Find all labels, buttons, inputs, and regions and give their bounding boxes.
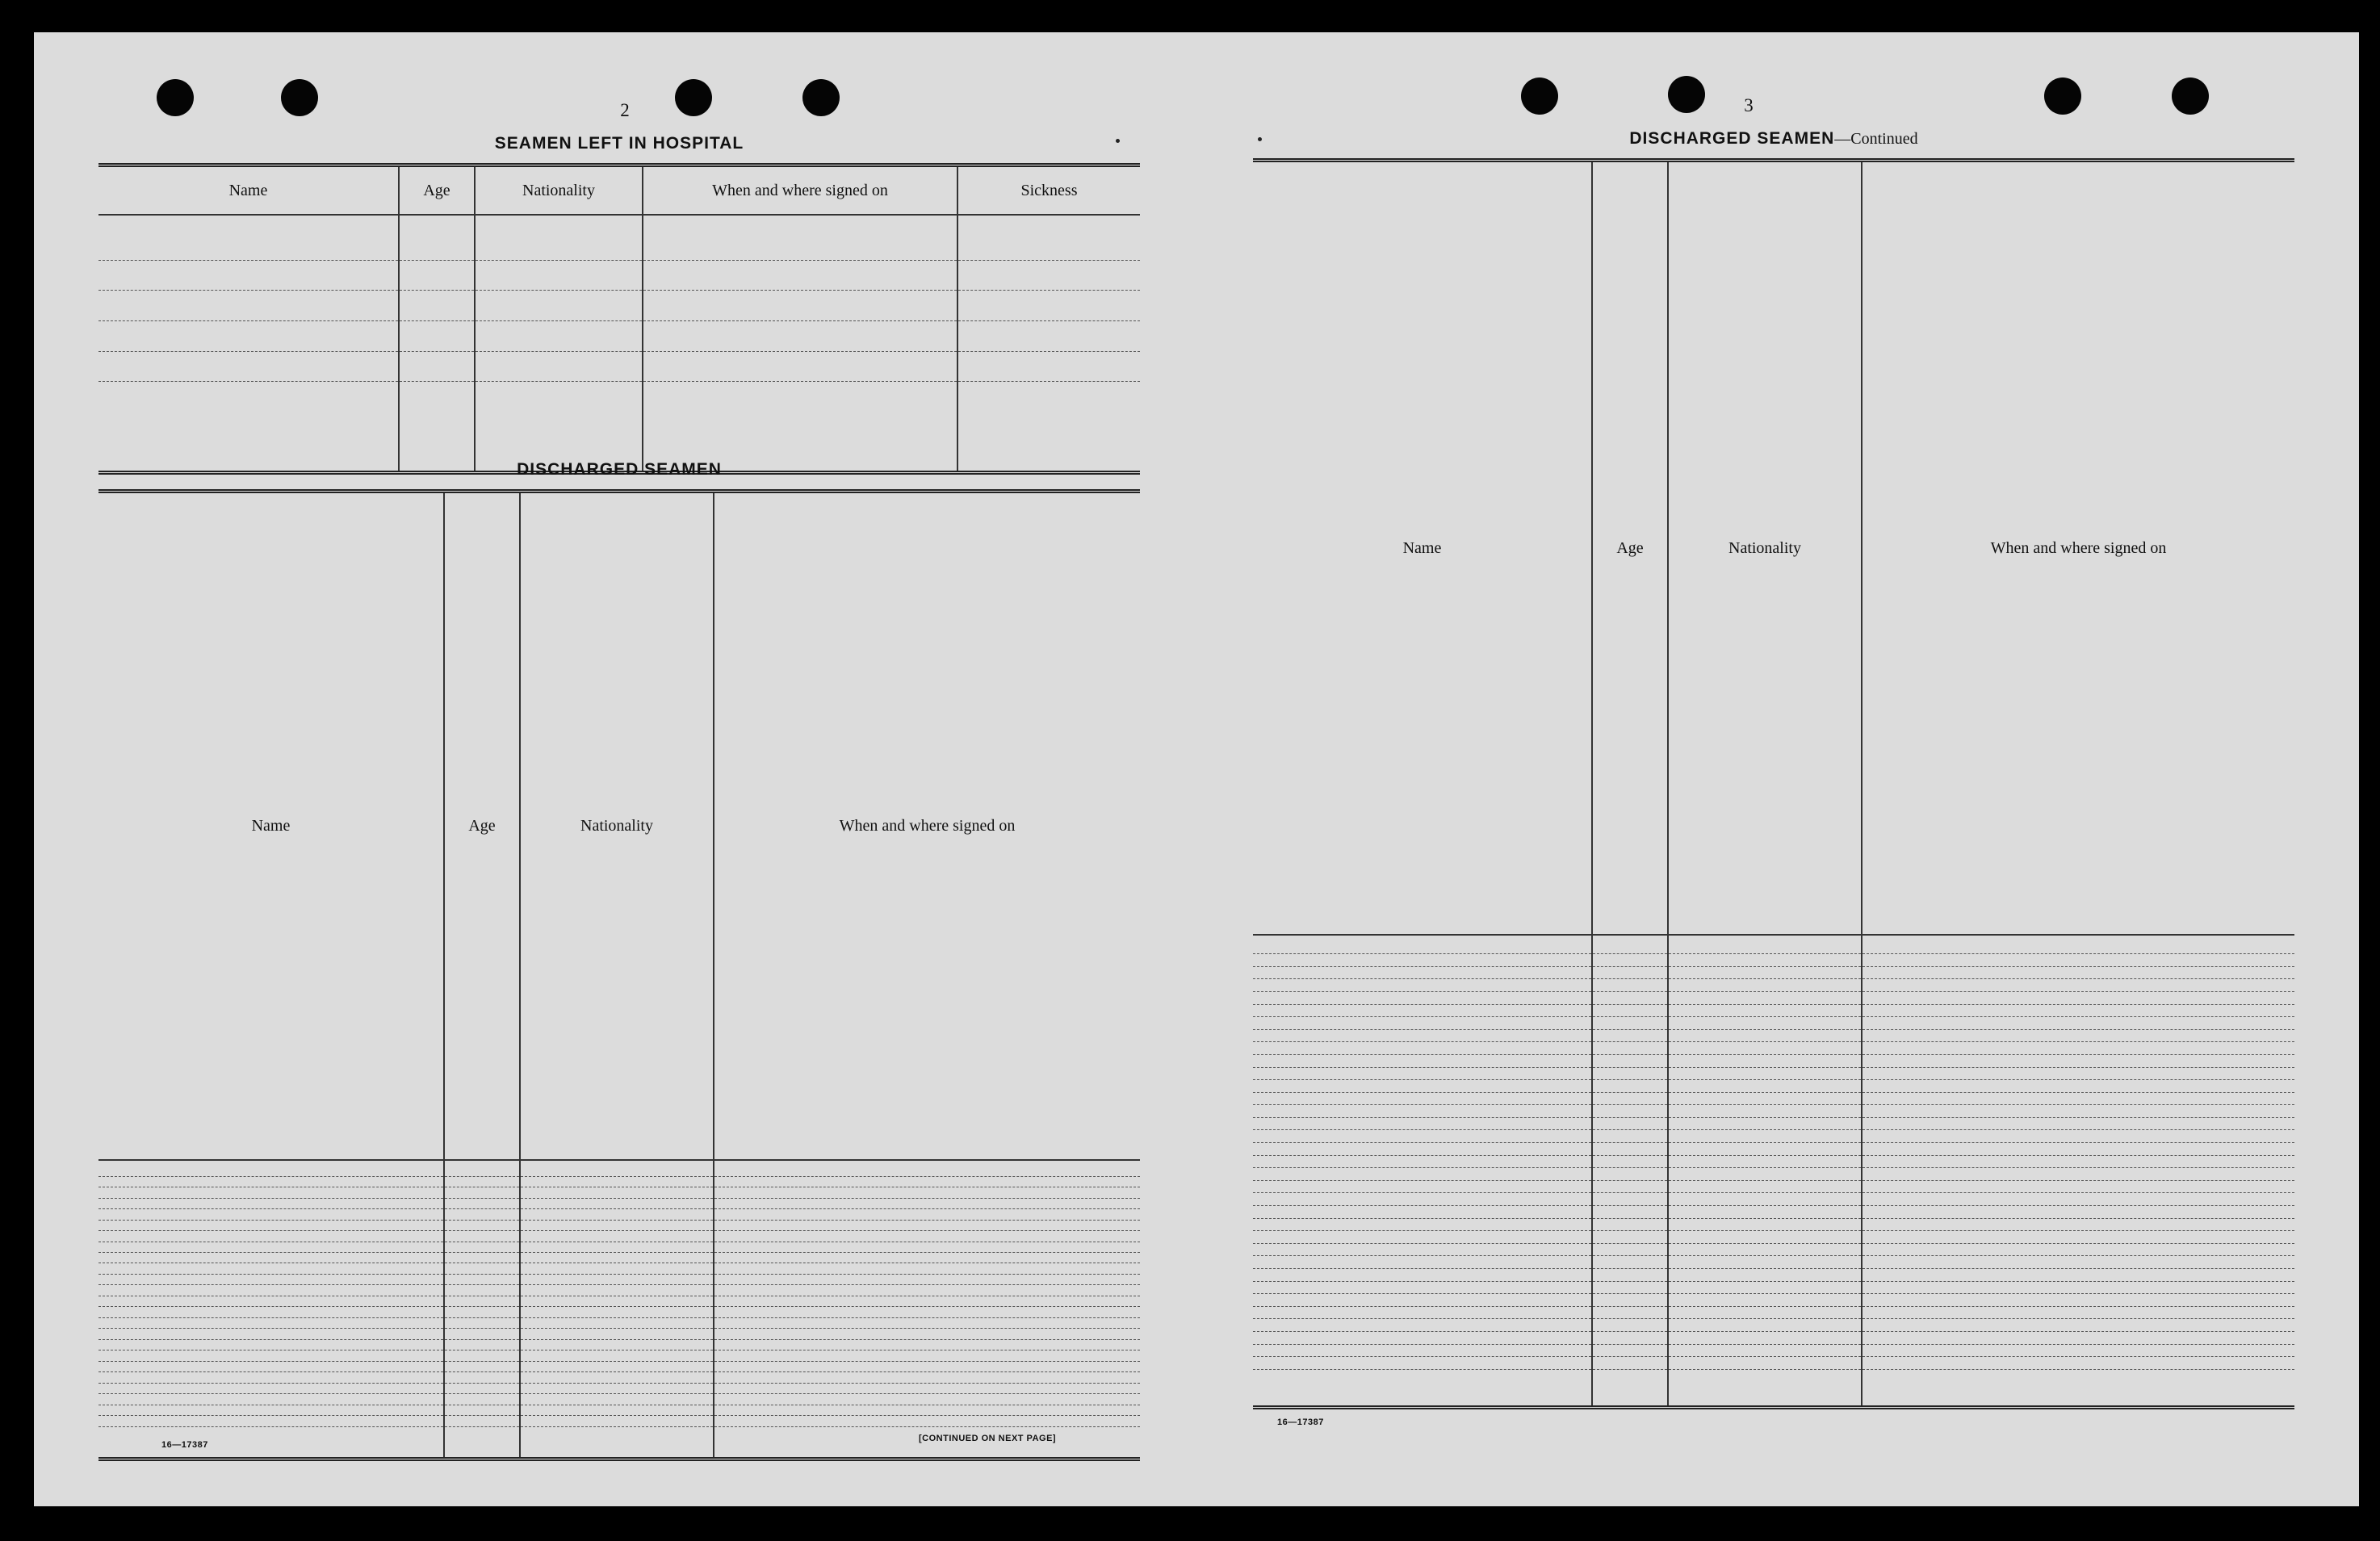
section-title-suffix: —Continued <box>1834 130 1918 148</box>
table-row <box>98 1329 1140 1339</box>
table-row <box>98 1209 1140 1220</box>
table-row <box>98 1198 1140 1208</box>
col-signed-on-header: When and where signed on <box>1862 161 2294 936</box>
col-signed-on-header: When and where signed on <box>643 165 957 216</box>
table-row <box>98 1263 1140 1274</box>
table-row <box>98 382 1140 473</box>
table-row <box>98 1242 1140 1252</box>
table-row <box>1253 979 2294 992</box>
table-row <box>1253 1256 2294 1269</box>
col-name-header: Name <box>98 165 399 216</box>
table-row <box>1253 1231 2294 1244</box>
table-row <box>98 291 1140 321</box>
table-row <box>98 260 1140 291</box>
table-row <box>1253 1105 2294 1118</box>
form-number: 16—17387 <box>1277 1417 1324 1427</box>
table-row <box>1253 954 2294 967</box>
col-sickness-header: Sickness <box>957 165 1140 216</box>
table-row <box>98 1405 1140 1415</box>
col-nationality-header: Nationality <box>520 492 714 1161</box>
table-row <box>1253 1218 2294 1231</box>
table-row <box>1253 1168 2294 1181</box>
table-row <box>98 1394 1140 1405</box>
table-row <box>98 1285 1140 1296</box>
continued-note: [CONTINUED ON NEXT PAGE] <box>919 1434 1057 1443</box>
table-row <box>1253 1054 2294 1067</box>
col-age-header: Age <box>444 492 520 1161</box>
page-number: 3 <box>1744 95 1754 115</box>
table-row <box>1253 1004 2294 1017</box>
table-row <box>1253 1143 2294 1156</box>
hospital-table <box>98 163 1140 475</box>
punch-hole-icon <box>675 79 712 116</box>
punch-hole-icon <box>1668 76 1705 113</box>
table-row <box>98 1361 1140 1371</box>
table-row <box>1253 1017 2294 1030</box>
table-row <box>1253 1042 2294 1055</box>
table-row <box>1253 1180 2294 1193</box>
table-row <box>1253 1206 2294 1219</box>
table-row <box>98 1296 1140 1306</box>
col-age-header: Age <box>399 165 475 216</box>
table-row <box>98 1416 1140 1426</box>
section-title-main: DISCHARGED SEAMEN <box>1629 129 1835 148</box>
table-row <box>1253 1029 2294 1042</box>
col-signed-on-header: When and where signed on <box>714 492 1140 1161</box>
punch-hole-icon <box>1521 77 1558 115</box>
table-row <box>1253 1092 2294 1105</box>
table-row <box>98 1220 1140 1230</box>
punch-hole-icon <box>157 79 194 116</box>
discharged-continued-title <box>1253 129 2294 149</box>
table-row <box>1253 1357 2294 1370</box>
table-row <box>1253 1306 2294 1319</box>
table-row <box>1253 991 2294 1004</box>
table-row <box>1253 1155 2294 1168</box>
table-row <box>1253 1117 2294 1130</box>
punch-hole-icon <box>802 79 840 116</box>
col-name-header: Name <box>98 492 444 1161</box>
table-row <box>1253 1080 2294 1093</box>
table-row <box>1253 1344 2294 1357</box>
table-row <box>98 1372 1140 1383</box>
table-row <box>98 1231 1140 1242</box>
punch-hole-icon <box>2044 77 2081 115</box>
table-row <box>98 1187 1140 1198</box>
col-age-header: Age <box>1592 161 1668 936</box>
table-row <box>98 1160 1140 1176</box>
punch-hole-icon <box>281 79 318 116</box>
form-number: 16—17387 <box>161 1440 208 1450</box>
table-row <box>1253 1281 2294 1294</box>
table-row <box>1253 1243 2294 1256</box>
table-row <box>98 1176 1140 1187</box>
punch-hole-icon <box>2172 77 2209 115</box>
table-row <box>98 1274 1140 1284</box>
table-row <box>1253 1193 2294 1206</box>
table-row <box>98 1350 1140 1361</box>
table-row <box>1253 1294 2294 1307</box>
table-row <box>98 321 1140 352</box>
discharged-continued-table <box>1253 158 2294 1409</box>
table-row <box>98 1253 1140 1263</box>
table-row <box>98 1317 1140 1328</box>
document-sheet <box>34 32 2359 1506</box>
table-row <box>1253 966 2294 979</box>
discharged-table <box>98 489 1140 1461</box>
page-number: 2 <box>620 100 630 120</box>
table-row <box>1253 1331 2294 1344</box>
table-row <box>1253 1067 2294 1080</box>
table-row <box>1253 935 2294 953</box>
table-row <box>98 215 1140 260</box>
table-row <box>1253 1319 2294 1332</box>
hospital-section-title: SEAMEN LEFT IN HOSPITAL <box>494 134 744 153</box>
discharged-section-title: DISCHARGED SEAMEN <box>517 460 722 479</box>
table-row <box>98 1383 1140 1393</box>
table-row <box>98 351 1140 382</box>
table-row <box>98 1339 1140 1350</box>
col-nationality-header: Nationality <box>1668 161 1862 936</box>
table-row <box>1253 1269 2294 1282</box>
table-row <box>1253 1130 2294 1143</box>
col-nationality-header: Nationality <box>475 165 643 216</box>
table-row <box>98 1307 1140 1317</box>
table-row <box>1253 1369 2294 1407</box>
col-name-header: Name <box>1253 161 1592 936</box>
